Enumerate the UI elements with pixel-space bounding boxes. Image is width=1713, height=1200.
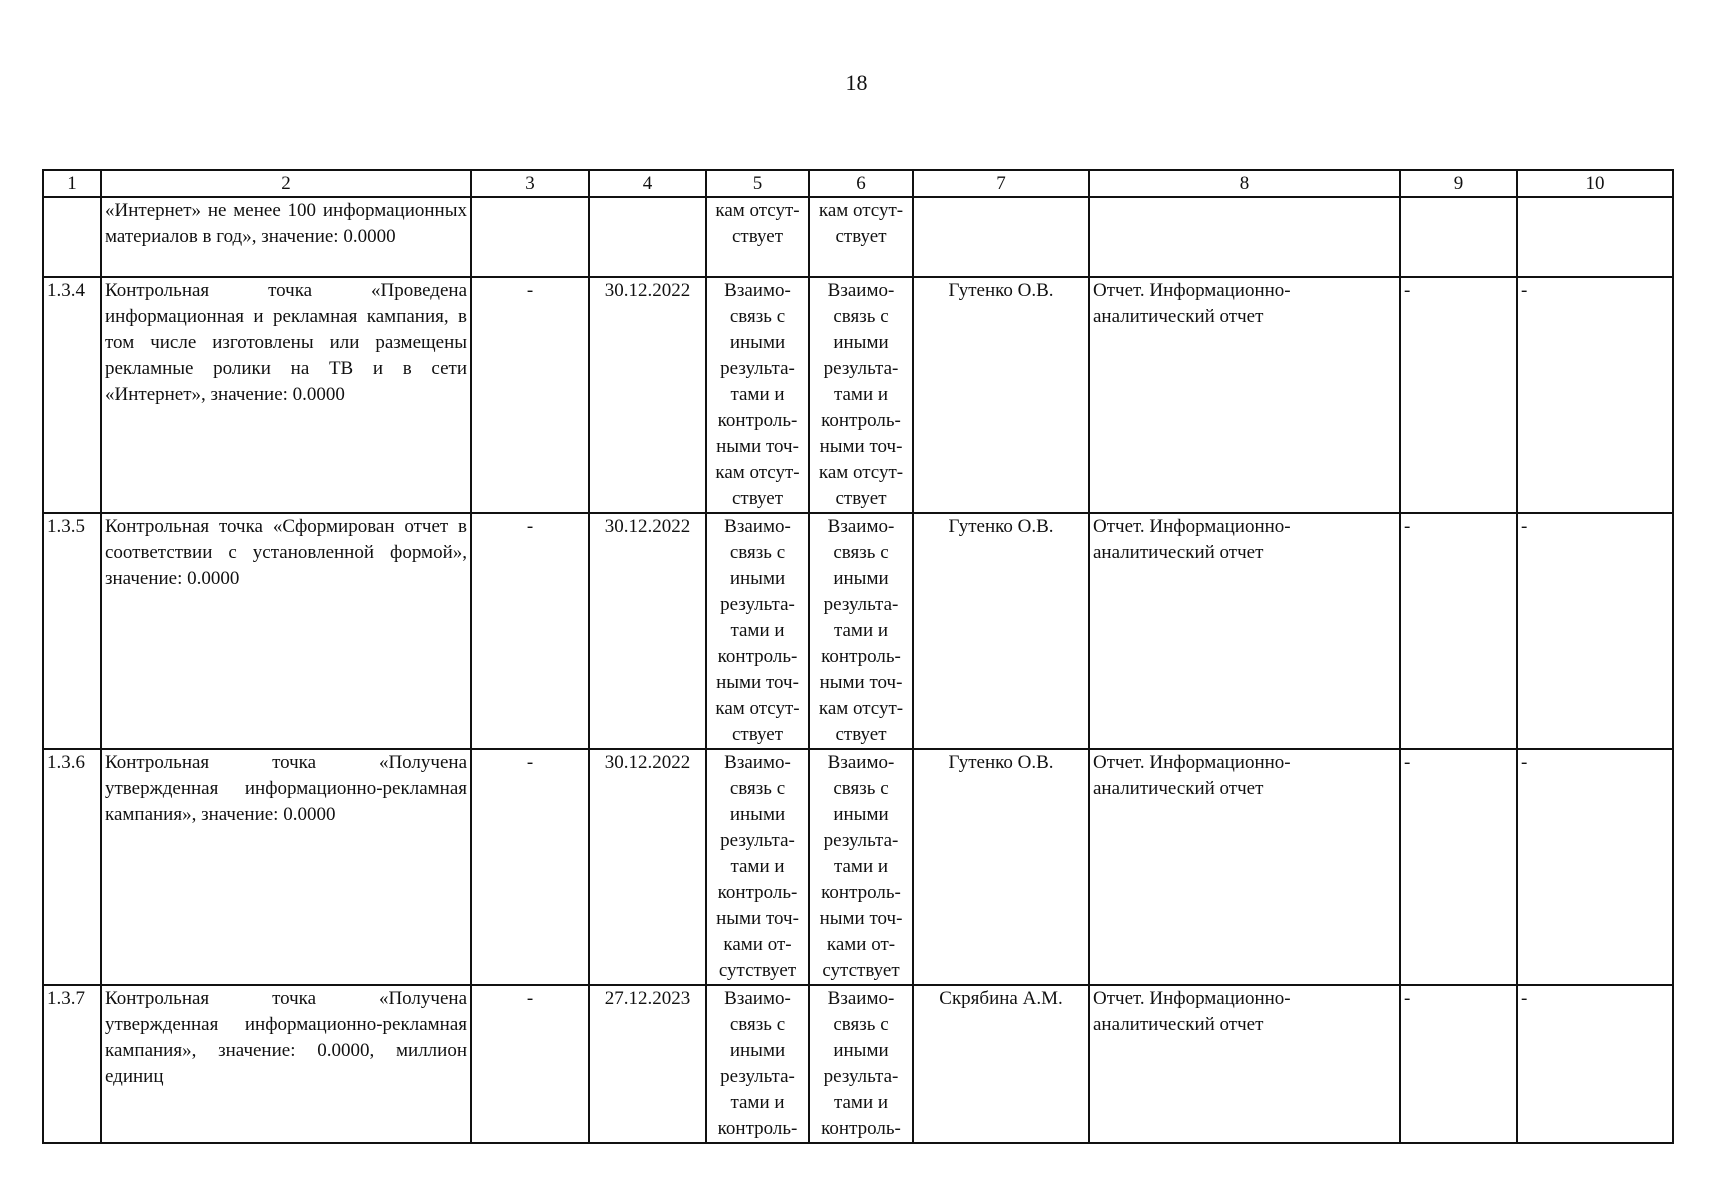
column-header-4: 4 <box>589 170 706 197</box>
row-responsible: Скрябина А.М. <box>913 985 1089 1143</box>
row-relation-6: Взаимо- связь с иными результа- тами и контроль- ными точ- ками от- сутствует <box>809 749 913 985</box>
row-number: 1.3.5 <box>43 513 101 749</box>
row-relation-5: Взаимо- связь с иными результа- тами и контроль- ными точ- кам отсут- ствует <box>706 513 809 749</box>
row-date: 30.12.2022 <box>589 749 706 985</box>
row-col9 <box>1400 197 1517 277</box>
row-col10: - <box>1517 277 1673 513</box>
row-col10: - <box>1517 985 1673 1143</box>
row-date: 30.12.2022 <box>589 277 706 513</box>
row-date: 27.12.2023 <box>589 985 706 1143</box>
row-col10: - <box>1517 513 1673 749</box>
row-responsible: Гутенко О.В. <box>913 277 1089 513</box>
column-header-2: 2 <box>101 170 471 197</box>
row-number <box>43 197 101 277</box>
row-number: 1.3.4 <box>43 277 101 513</box>
row-relation-5: Взаимо- связь с иными результа- тами и контроль- <box>706 985 809 1143</box>
row-responsible <box>913 197 1089 277</box>
column-header-3: 3 <box>471 170 589 197</box>
row-report: Отчет. Информационно-аналитический отчет <box>1089 985 1400 1143</box>
row-relation-5: Взаимо- связь с иными результа- тами и контроль- ными точ- кам отсут- ствует <box>706 277 809 513</box>
row-col10 <box>1517 197 1673 277</box>
row-responsible: Гутенко О.В. <box>913 513 1089 749</box>
row-date <box>589 197 706 277</box>
row-description: Контрольная точка «Получена утвержденная информационно-рекламная кампания», значение: 0.0000, миллион единиц <box>101 985 471 1143</box>
row-col9: - <box>1400 277 1517 513</box>
row-col10: - <box>1517 749 1673 985</box>
row-col9: - <box>1400 749 1517 985</box>
column-header-5: 5 <box>706 170 809 197</box>
table-header-row <box>43 170 1673 197</box>
page-number: 18 <box>845 70 868 95</box>
column-header-1: 1 <box>43 170 101 197</box>
plan-table <box>42 169 1674 1144</box>
table-row <box>43 749 1673 985</box>
row-report <box>1089 197 1400 277</box>
row-col3: - <box>471 513 589 749</box>
row-relation-6: Взаимо- связь с иными результа- тами и контроль- ными точ- кам отсут- ствует <box>809 513 913 749</box>
row-date: 30.12.2022 <box>589 513 706 749</box>
row-report: Отчет. Информационно-аналитический отчет <box>1089 277 1400 513</box>
row-relation-5: Взаимо- связь с иными результа- тами и контроль- ными точ- ками от- сутствует <box>706 749 809 985</box>
row-relation-6: кам отсут- ствует <box>809 197 913 277</box>
row-relation-6: Взаимо- связь с иными результа- тами и контроль- ными точ- кам отсут- ствует <box>809 277 913 513</box>
column-header-7: 7 <box>913 170 1089 197</box>
row-number: 1.3.7 <box>43 985 101 1143</box>
column-header-8: 8 <box>1089 170 1400 197</box>
row-col3 <box>471 197 589 277</box>
table-row <box>43 197 1673 277</box>
row-relation-6: Взаимо- связь с иными результа- тами и контроль- <box>809 985 913 1143</box>
row-col9: - <box>1400 985 1517 1143</box>
row-col3: - <box>471 985 589 1143</box>
row-number: 1.3.6 <box>43 749 101 985</box>
row-responsible: Гутенко О.В. <box>913 749 1089 985</box>
row-col9: - <box>1400 513 1517 749</box>
row-description: Контрольная точка «Проведена информационная и рекламная кампания, в том числе изготовлены или размещены рекламные ролики на ТВ и в сети «Интернет», значение: 0.0000 <box>101 277 471 513</box>
row-description: Контрольная точка «Получена утвержденная информационно-рекламная кампания», значение: 0.0000 <box>101 749 471 985</box>
row-col3: - <box>471 749 589 985</box>
column-header-9: 9 <box>1400 170 1517 197</box>
row-report: Отчет. Информационно-аналитический отчет <box>1089 513 1400 749</box>
table-row <box>43 277 1673 513</box>
table-row <box>43 513 1673 749</box>
row-description: «Интернет» не менее 100 информационных материалов в год», значение: 0.0000 <box>101 197 471 277</box>
row-relation-5: кам отсут- ствует <box>706 197 809 277</box>
column-header-6: 6 <box>809 170 913 197</box>
row-description: Контрольная точка «Сформирован отчет в соответствии с установленной формой», значение: 0.0000 <box>101 513 471 749</box>
table-row <box>43 985 1673 1143</box>
row-col3: - <box>471 277 589 513</box>
row-report: Отчет. Информационно-аналитический отчет <box>1089 749 1400 985</box>
column-header-10: 10 <box>1517 170 1673 197</box>
